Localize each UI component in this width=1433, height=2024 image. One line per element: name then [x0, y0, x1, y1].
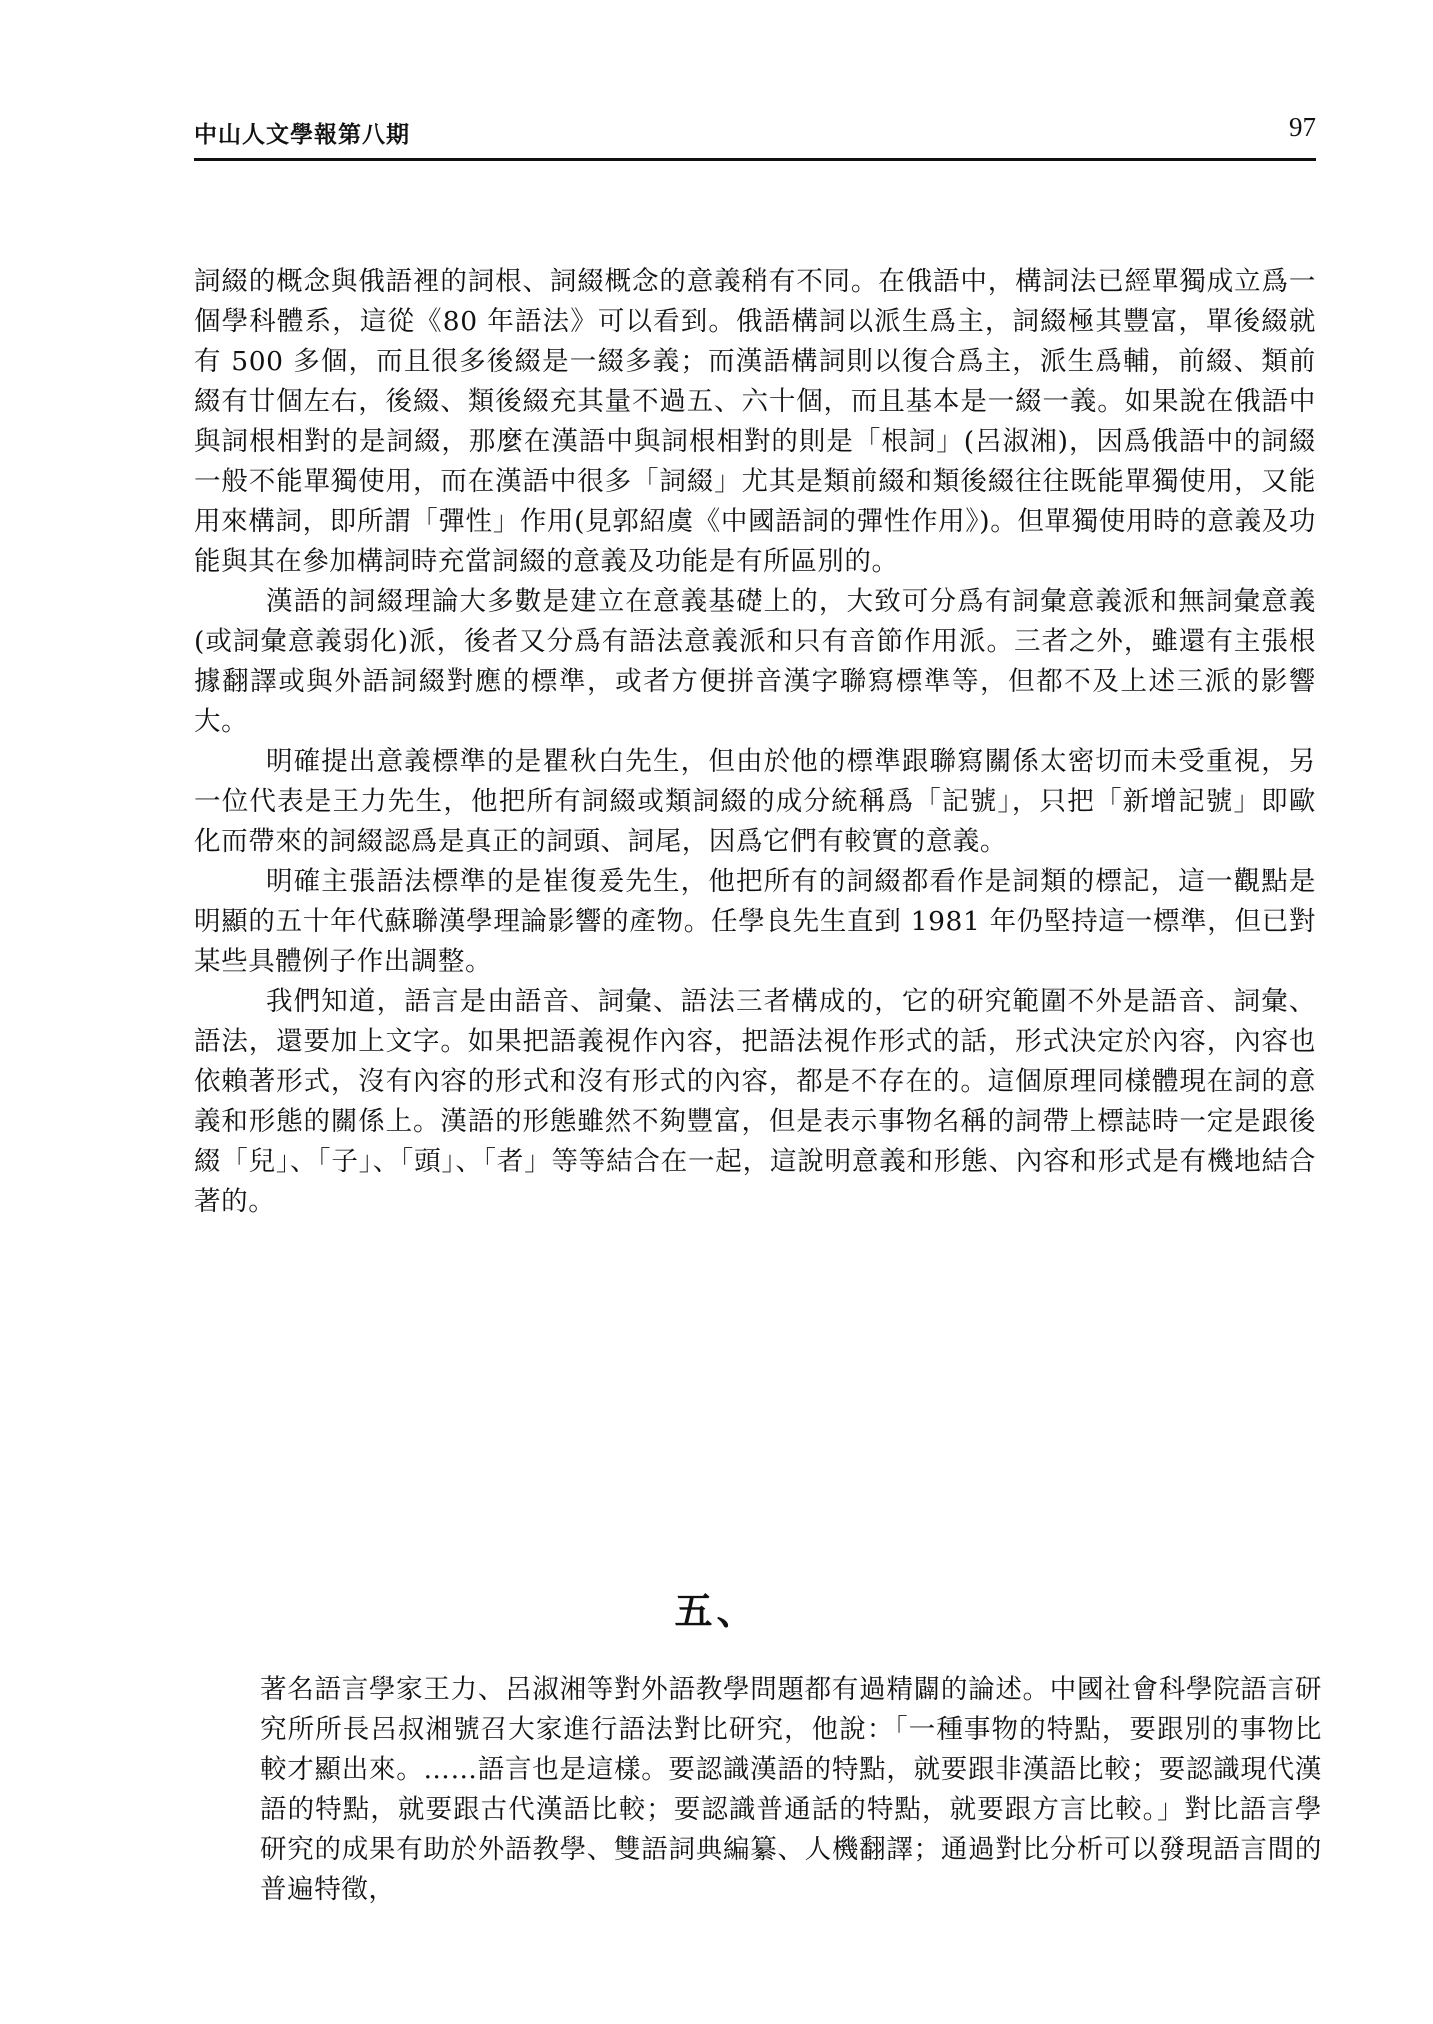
paragraph-contrastive-linguistics: 著名語言學家王力、呂淑湘等對外語教學問題都有過精闢的論述。中國社會科學院語言研究所所長呂叔湘號召大家進行語法對比研究，他說：「一種事物的特點，要跟別的事物比較才顯出來。……語言也是這樣。要認識漢語的特點，就要跟非漢語比較；要認識現代漢語的特點，就要跟古代漢語比較；要認識普通話的特點，就要跟方言比較。」對比語言學研究的成果有助於外語教學、雙語詞典編纂、人機翻譯；通過對比分析可以發現語言間的普遍特徵，	[260, 1674, 1322, 1905]
section-four-body	[194, 262, 1316, 1222]
section-five-body	[260, 1670, 1322, 1910]
section-heading: 五、	[674, 1588, 759, 1633]
paragraph-affix-concepts: 詞綴的概念與俄語裡的詞根、詞綴概念的意義稍有不同。在俄語中，構詞法已經單獨成立爲一個學科體系，這從《80 年語法》可以看到。俄語構詞以派生爲主，詞綴極其豐富，單後綴就有 500 多個，而且很多後綴是一綴多義；而漢語構詞則以復合爲主，派生爲輔，前綴、類前綴有廿個左右，後綴、類後綴充其量不過五、六十個，而且基本是一綴一義。如果說在俄語中與詞根相對的是詞綴，那麼在漢語中與詞根相對的則是「根詞」(呂淑湘)，因爲俄語中的詞綴一般不能單獨使用，而在漢語中很多「詞綴」尤其是類前綴和類後綴往往既能單獨使用，又能用來構詞，即所謂「彈性」作用(見郭紹虞《中國語詞的彈性作用》)。但單獨使用時的意義及功能與其在參加構詞時充當詞綴的意義及功能是有所區別的。	[194, 266, 1316, 577]
paragraph-meaning-standard: 明確提出意義標準的是瞿秋白先生，但由於他的標準跟聯寫關係太密切而未受重視，另一位代表是王力先生，他把所有詞綴或類詞綴的成分統稱爲「記號」，只把「新增記號」即歐化而帶來的詞綴認爲是真正的詞頭、詞尾，因爲它們有較實的意義。	[194, 746, 1316, 857]
page-number: 97	[1289, 112, 1316, 142]
paragraph-meaning-and-form: 我們知道，語言是由語音、詞彙、語法三者構成的，它的研究範圍不外是語音、詞彙、語法，還要加上文字。如果把語義視作內容，把語法視作形式的話，形式決定於內容，內容也依賴著形式，沒有內容的形式和沒有形式的內容，都是不存在的。這個原理同樣體現在詞的意義和形態的關係上。漢語的形態雖然不夠豐富，但是表示事物名稱的詞帶上標誌時一定是跟後綴「兒」、「子」、「頭」、「者」等等結合在一起，這說明意義和形態、內容和形式是有機地結合著的。	[194, 986, 1316, 1217]
running-header	[194, 108, 1316, 161]
paragraph-grammar-standard: 明確主張語法標準的是崔復爰先生，他把所有的詞綴都看作是詞類的標記，這一觀點是明顯的五十年代蘇聯漢學理論影響的產物。任學良先生直到 1981 年仍堅持這一標準，但已對某些具體例子作出調整。	[194, 866, 1316, 977]
paragraph-affix-theories: 漢語的詞綴理論大多數是建立在意義基礎上的，大致可分爲有詞彙意義派和無詞彙意義(或詞彙意義弱化)派，後者又分爲有語法意義派和只有音節作用派。三者之外，雖還有主張根據翻譯或與外語詞綴對應的標準，或者方便拼音漢字聯寫標準等，但都不及上述三派的影響大。	[194, 586, 1316, 737]
journal-title: 中山人文學報第八期	[194, 122, 410, 148]
